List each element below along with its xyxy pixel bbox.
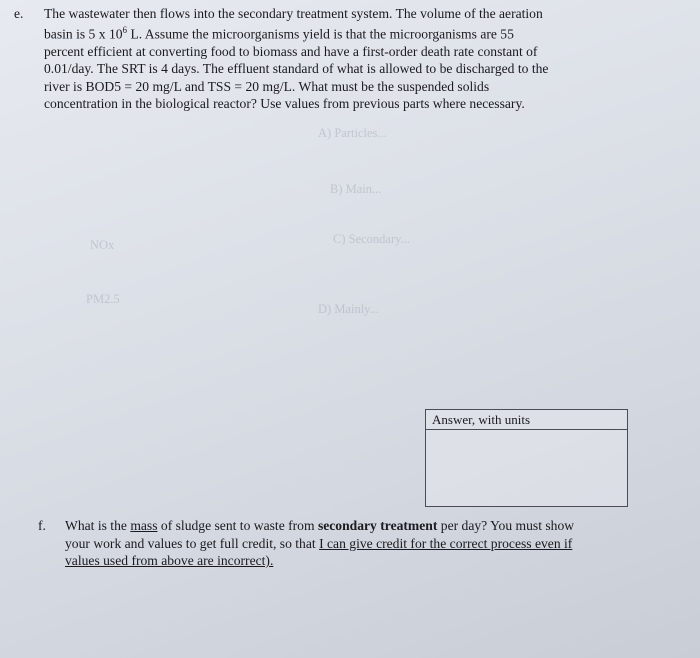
bleed-through-text: B) Main... [330,182,382,196]
answer-field[interactable] [426,430,627,506]
bleed-through-text: D) Mainly... [318,302,379,316]
bleed-through-text: NOx [90,238,115,252]
answer-box-header: Answer, with units [426,410,627,430]
question-e-line: The wastewater then flows into the secondary treatment system. The volume of the aeration [44,6,543,21]
question-e-line: basin is 5 x $10^6$ L. Assume the microorganisms yield is that the microorganisms are 55 [44,25,514,42]
question-e-text [44,5,614,112]
question-e-line: concentration in the biological reactor? Use values from previous parts where necessary. [44,96,525,112]
question-f-line: your work and values to get full credit, so that I can give credit for the correct process even if [65,535,573,551]
question-f-line [65,552,648,570]
question-f-line: What is the mass of sludge sent to waste from secondary treatment per day? You must show [65,518,575,533]
question-e-line: percent efficient at converting food to biomass and have a first-order death rate constant of [44,44,538,60]
underlined-text: values used from above are incorrect). [65,553,274,568]
bleed-through-text: A) Particles... [318,126,387,140]
question-f-text [65,517,648,570]
question-e [14,5,614,112]
question-f-label: f. [38,518,46,533]
question-f [38,517,648,570]
bleed-through-text: C) Secondary... [333,232,410,246]
answer-box [425,409,628,507]
underlined-text: I can give credit for the correct process even if [319,535,573,551]
bleed-through-text: PM2.5 [86,292,120,306]
bold-text: secondary treatment [317,518,438,533]
exponent: 6 [122,25,128,36]
question-e-label: e. [14,6,24,21]
underlined-text: mass [130,518,158,533]
question-e-line: 0.01/day. The SRT is 4 days. The effluent standard of what is allowed to be discharged to the [44,61,549,77]
question-e-line: river is BOD5 = 20 mg/L and TSS = 20 mg/L. What must be the suspended solids [44,78,490,94]
